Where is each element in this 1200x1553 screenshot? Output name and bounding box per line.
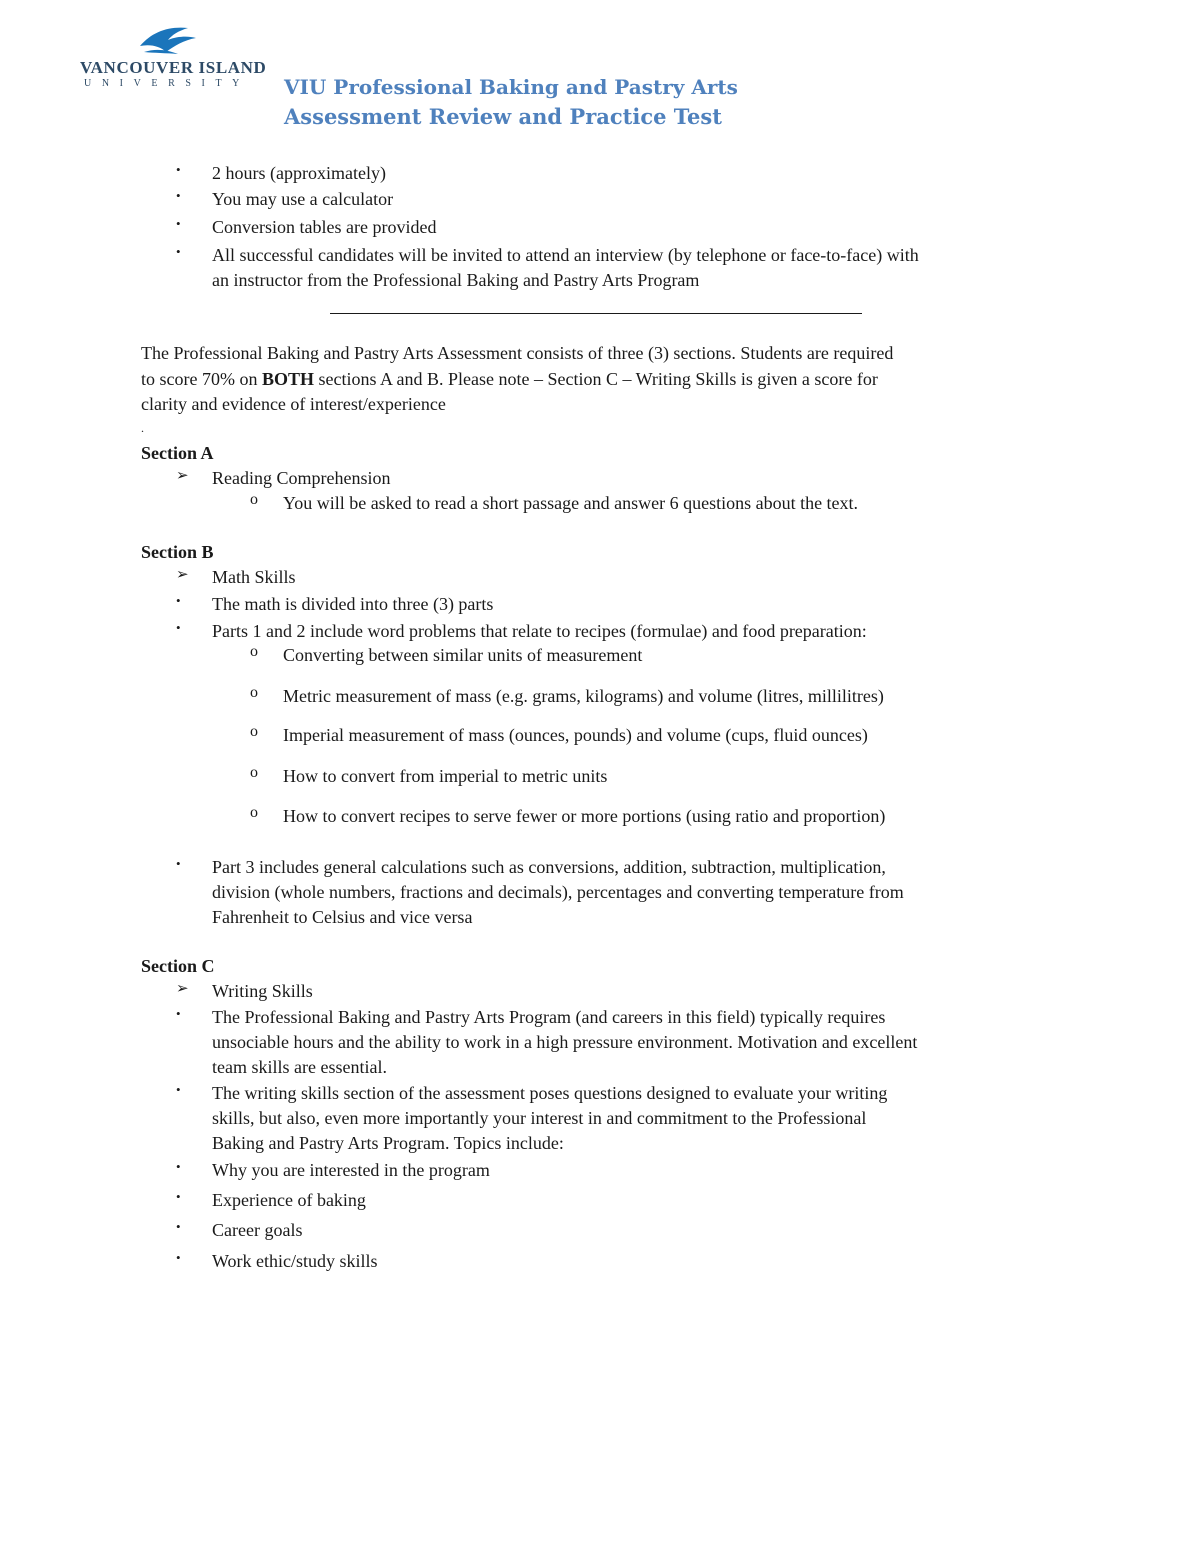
section-a-subitem: You will be asked to read a short passage and answer 6 questions about the text.: [283, 493, 859, 513]
bullet-icon: •: [176, 244, 181, 259]
section-a-heading: Section A: [141, 443, 214, 463]
overview-text: sections A and B. Please note – Section C – Writing Skills is given a score for: [314, 369, 878, 389]
sub-bullet-icon: o: [250, 684, 258, 701]
bullet-icon: •: [176, 188, 181, 203]
list-item-continuation: Baking and Pastry Arts Program. Topics include:: [212, 1133, 564, 1153]
logo-text-primary: VANCOUVER ISLAND: [80, 58, 267, 77]
section-a-item: Reading Comprehension: [212, 468, 391, 488]
arrow-bullet-icon: ➢: [176, 468, 189, 484]
overview-text: to score 70% on: [141, 369, 262, 389]
list-item: All successful candidates will be invited to attend an interview (by telephone or face-to-face) with: [212, 245, 919, 265]
arrow-bullet-icon: ➢: [176, 981, 189, 997]
horizontal-divider: [330, 313, 862, 314]
bullet-icon: •: [176, 1189, 181, 1204]
topic-item: Why you are interested in the program: [212, 1160, 490, 1180]
section-b-subitem: How to convert from imperial to metric units: [283, 766, 608, 786]
section-b-subitem: Metric measurement of mass (e.g. grams, kilograms) and volume (litres, millilitres): [283, 686, 884, 706]
document-title: VIU Professional Baking and Pastry Arts: [284, 75, 738, 99]
section-b-subitem: Converting between similar units of measurement: [283, 645, 643, 665]
list-item: The Professional Baking and Pastry Arts Program (and careers in this field) typically requires: [212, 1007, 886, 1027]
list-item: The math is divided into three (3) parts: [212, 594, 494, 614]
bullet-icon: •: [176, 1219, 181, 1234]
bullet-icon: •: [176, 620, 181, 635]
list-item: Part 3 includes general calculations such as conversions, addition, subtraction, multiplication,: [212, 857, 886, 877]
overview-emphasis: BOTH: [261, 369, 314, 389]
bullet-icon: •: [176, 593, 181, 608]
list-item-continuation: skills, but also, even more importantly your interest in and commitment to the Professional: [212, 1108, 867, 1128]
list-item-continuation: unsociable hours and the ability to work in a high pressure environment. Motivation and excellent: [212, 1032, 918, 1052]
arrow-bullet-icon: ➢: [176, 567, 189, 583]
list-item-continuation: Fahrenheit to Celsius and vice versa: [212, 907, 473, 927]
stray-dot: .: [141, 421, 144, 435]
bullet-icon: •: [176, 1006, 181, 1021]
bullet-icon: •: [176, 1082, 181, 1097]
overview-line: clarity and evidence of interest/experience: [141, 394, 446, 414]
sub-bullet-icon: o: [250, 804, 258, 821]
topic-item: Career goals: [212, 1220, 303, 1240]
bullet-icon: •: [176, 1250, 181, 1265]
logo-mark-icon: [138, 22, 198, 56]
section-b-subitem: Imperial measurement of mass (ounces, pounds) and volume (cups, fluid ounces): [283, 725, 868, 745]
list-item-continuation: team skills are essential.: [212, 1057, 387, 1077]
bullet-icon: •: [176, 856, 181, 871]
document-subtitle: Assessment Review and Practice Test: [284, 104, 722, 129]
sub-bullet-icon: o: [250, 723, 258, 740]
bullet-icon: •: [176, 216, 181, 231]
sub-bullet-icon: o: [250, 643, 258, 660]
section-b-subitem: How to convert recipes to serve fewer or more portions (using ratio and proportion): [283, 806, 886, 826]
sub-bullet-icon: o: [250, 491, 258, 508]
list-item: You may use a calculator: [212, 189, 394, 209]
section-c-heading: Section C: [141, 956, 215, 976]
university-logo: [80, 22, 265, 94]
list-item-continuation: an instructor from the Professional Baking and Pastry Arts Program: [212, 270, 700, 290]
sub-bullet-icon: o: [250, 764, 258, 781]
logo-text-secondary: UNIVERSITY: [84, 78, 250, 89]
list-item: 2 hours (approximately): [212, 163, 386, 183]
list-item: Conversion tables are provided: [212, 217, 437, 237]
topic-item: Work ethic/study skills: [212, 1251, 378, 1271]
section-b-heading: Section B: [141, 542, 214, 562]
overview-line: The Professional Baking and Pastry Arts Assessment consists of three (3) sections. Students are required: [141, 343, 894, 363]
list-item-continuation: division (whole numbers, fractions and decimals), percentages and converting temperature from: [212, 882, 904, 902]
list-item: Parts 1 and 2 include word problems that relate to recipes (formulae) and food preparation:: [212, 621, 867, 641]
overview-line: [141, 367, 878, 392]
section-b-item: Math Skills: [212, 567, 296, 587]
topic-item: Experience of baking: [212, 1190, 366, 1210]
bullet-icon: •: [176, 1159, 181, 1174]
section-c-item: Writing Skills: [212, 981, 313, 1001]
bullet-icon: •: [176, 162, 181, 177]
list-item: The writing skills section of the assessment poses questions designed to evaluate your writing: [212, 1083, 888, 1103]
